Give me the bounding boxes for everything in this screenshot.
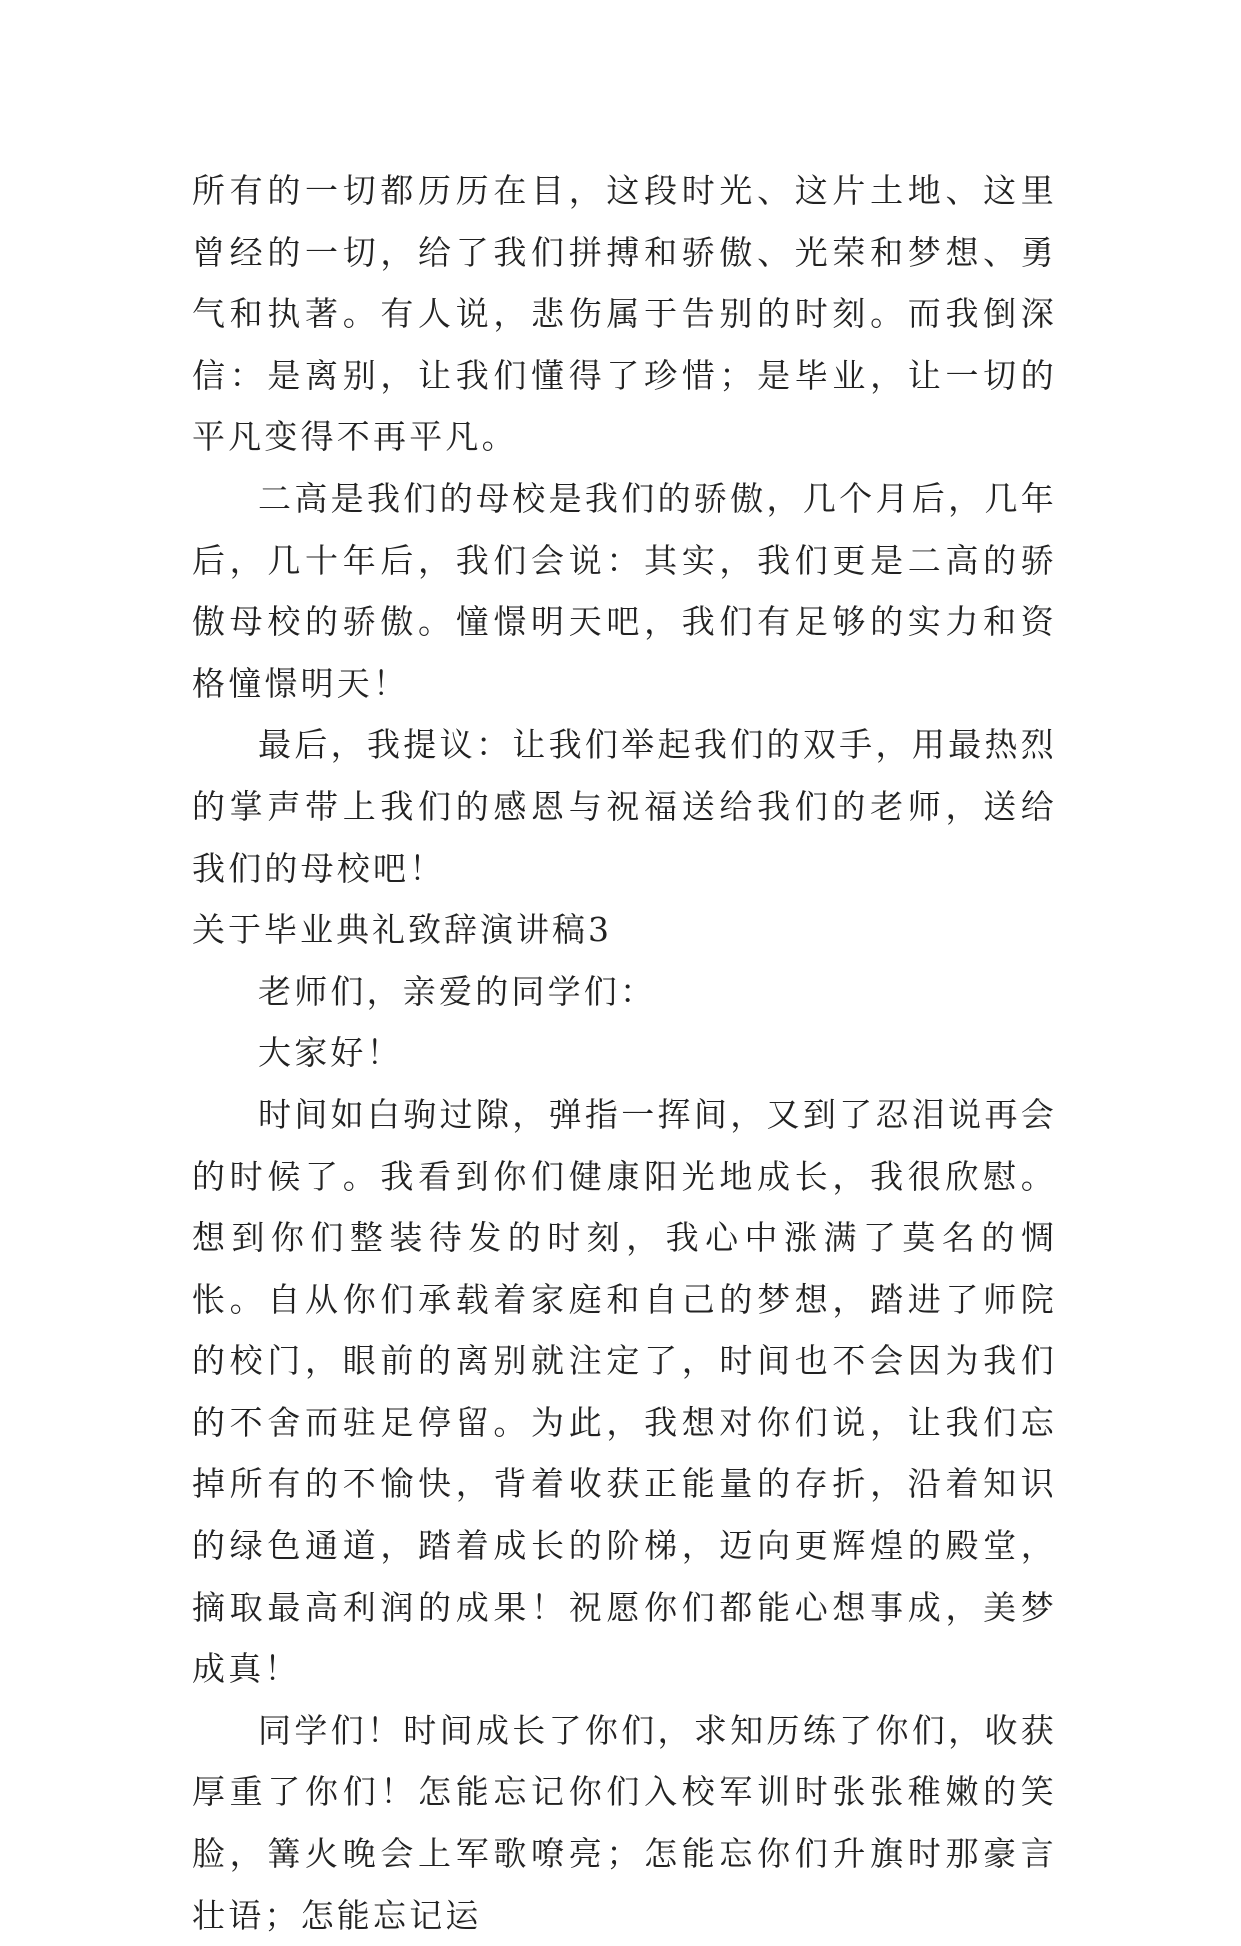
document-body bbox=[192, 160, 1057, 1946]
paragraph: 时间如白驹过隙，弹指一挥间，又到了忍泪说再会的时候了。我看到你们健康阳光地成长，我很欣慰。想到你们整装待发的时刻，我心中涨满了莫名的惆怅。自从你们承载着家庭和自己的梦想，踏进了师院的校门，眼前的离别就注定了，时间也不会因为我们的不舍而驻足停留。为此，我想对你们说，让我们忘掉所有的不愉快，背着收获正能量的存折，沿着知识的绿色通道，踏着成长的阶梯，迈向更辉煌的殿堂，摘取最高利润的成果！祝愿你们都能心想事成，美梦成真！ bbox=[192, 1094, 1057, 1689]
greeting: 大家好！ bbox=[258, 1033, 403, 1073]
paragraph-continued: 所有的一切都历历在目，这段时光、这片土地、这里曾经的一切，给了我们拼搏和骄傲、光荣和梦想、勇气和执著。有人说，悲伤属于告别的时刻。而我倒深信：是离别，让我们懂得了珍惜；是毕业，让一切的平凡变得不再平凡。 bbox=[192, 171, 1057, 457]
paragraph: 同学们！时间成长了你们，求知历练了你们，收获厚重了你们！怎能忘记你们入校军训时张张稚嫩的笑脸，篝火晚会上军歌嘹亮；怎能忘你们升旗时那豪言壮语；怎能忘记运 bbox=[192, 1710, 1057, 1935]
paragraph: 最后，我提议：让我们举起我们的双手，用最热烈的掌声带上我们的感恩与祝福送给我们的老师，送给我们的母校吧！ bbox=[192, 725, 1057, 888]
salutation: 老师们，亲爱的同学们： bbox=[258, 971, 657, 1011]
paragraph: 二高是我们的母校是我们的骄傲，几个月后，几年后，几十年后，我们会说：其实，我们更是二高的骄傲母校的骄傲。憧憬明天吧，我们有足够的实力和资格憧憬明天！ bbox=[192, 478, 1057, 703]
section-title: 关于毕业典礼致辞演讲稿3 bbox=[192, 910, 612, 950]
